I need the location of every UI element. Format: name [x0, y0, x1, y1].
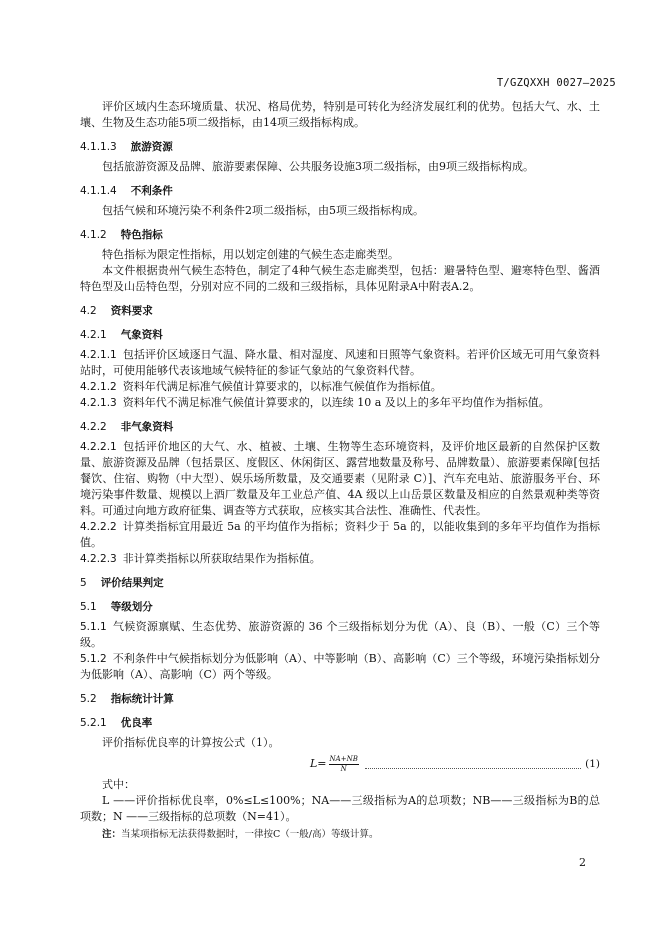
symbol-definitions: L ——评价指标优良率，0%≤L≤100%；NA——三级指标为A的总项数；NB——三级指标为B的总项数；N ——三级指标的总项数（N=41）。 [80, 794, 600, 823]
section-heading [80, 715, 600, 731]
section-number: 5.1 [80, 601, 97, 613]
section-title: 气象资料 [120, 329, 163, 341]
section-heading [80, 575, 600, 591]
clause-number: 4.2.1.3 [80, 397, 117, 409]
section-title: 资料要求 [110, 305, 153, 317]
clause-text: 资料年代不满足标准气候值计算要求的，以连续 10 a 及以上的多年平均值作为指标值。 [122, 396, 550, 409]
clause-item [80, 619, 600, 651]
formula-fraction [329, 755, 359, 774]
section-number: 4.1.2 [80, 229, 107, 241]
formula-denominator: N [340, 764, 347, 773]
section-title: 指标统计计算 [110, 693, 174, 705]
leader-dots [365, 760, 581, 769]
section-heading [80, 303, 600, 319]
section-title: 旅游资源 [130, 141, 173, 153]
section-heading [80, 227, 600, 243]
section-title: 优良率 [120, 717, 153, 729]
section-number: 5.2.1 [80, 717, 107, 729]
section-heading [80, 183, 600, 199]
clause-number: 4.2.2.2 [80, 521, 117, 533]
clause-text: 计算类指标宜用最近 5a 的平均值作为指标；资料少于 5a 的，以能收集到的多年平均值作为指标值。 [80, 520, 600, 549]
note-label: 注： [102, 829, 122, 840]
note-text: 当某项指标无法获得数据时，一律按C（一般/高）等级计算。 [121, 829, 379, 840]
clause-item [80, 551, 600, 567]
clause-number: 4.2.2.1 [80, 441, 117, 453]
section-number: 5.2 [80, 693, 97, 705]
section-title: 特色指标 [120, 229, 163, 241]
clause-number: 5.1.1 [80, 621, 107, 633]
section-number: 5 [80, 577, 87, 589]
clause-item [80, 395, 600, 411]
clause-text: 资料年代满足标准气候值计算要求的，以标准气候值作为指标值。 [122, 380, 442, 393]
section-title: 评价结果判定 [100, 577, 164, 589]
section-title: 不利条件 [130, 185, 173, 197]
equation-number: (1) [585, 758, 600, 770]
page-number: 2 [579, 856, 586, 869]
paragraph: 本文件根据贵州气候生态特色，制定了4种气候生态走廊类型，包括：避暑特色型、避寒特色型、酱酒特色型及山岳特色型，分别对应不同的二级和三级指标，具体见附录A中附表A.2。 [80, 264, 600, 293]
section-heading [80, 139, 600, 155]
clause-item [80, 379, 600, 395]
section-heading [80, 419, 600, 435]
section-heading [80, 327, 600, 343]
clause-number: 4.2.1.1 [80, 349, 117, 361]
clause-number: 4.2.1.2 [80, 381, 117, 393]
paragraph: 特色指标为限定性指标，用以划定创建的气候生态走廊类型。 [102, 248, 399, 261]
clause-text: 包括评价区域逐日气温、降水量、相对湿度、风速和日照等气象资料。若评价区域无可用气象资料站时，可使用能够代表该地域气候特征的参证气象站的气象资料代替。 [80, 348, 600, 377]
clause-item [80, 439, 600, 519]
clause-text: 不利条件中气候指标划分为低影响（A）、中等影响（B）、高影响（C）三个等级，环境污染指标划分为低影响（A）、高影响（C）两个等级。 [80, 652, 600, 681]
where-label: 式中： [102, 778, 135, 791]
section-title: 非气象资料 [120, 421, 174, 433]
paragraph: 包括气候和环境污染不利条件2项二级指标，由5项三级指标构成。 [102, 204, 424, 217]
clause-number: 5.1.2 [80, 653, 107, 665]
paragraph: 评价指标优良率的计算按公式（1）。 [102, 736, 280, 749]
formula-numerator: NA+NB [329, 754, 358, 763]
standard-code: T/GZQXXH 0027—2025 [496, 77, 616, 89]
clause-text: 气候资源禀赋、生态优势、旅游资源的 36 个三级指标划分为优（A）、良（B）、一般（C）三个等级。 [80, 620, 600, 649]
clause-item [80, 347, 600, 379]
formula-lhs: L= [310, 757, 327, 770]
note [80, 827, 600, 843]
section-heading [80, 599, 600, 615]
section-number: 4.1.1.3 [80, 141, 117, 153]
clause-text: 包括评价地区的大气、水、植被、土壤、生物等生态环境资料，及评价地区最新的自然保护区数量、旅游资源及品牌（包括景区、度假区、休闲街区、露营地数量及称号、品牌数量）、旅游要素保障[包括餐饮、住宿、购物（中大型）、娱乐场所数量，及交通要素（见附录 C）]、汽车充电站、旅游服务平台、环境污染事件数量、规模以上酒厂数量及年工业总产值、4A 级以上山岳景区数量及相应的自然景观种类等资料。可通过向地方政府征集、调查等方式获取，应核实其合法性、准确性、代表性。 [80, 440, 600, 517]
section-title: 等级划分 [110, 601, 153, 613]
clause-text: 非计算类指标以所获取结果作为指标值。 [122, 552, 321, 565]
clause-number: 4.2.2.3 [80, 553, 117, 565]
section-number: 4.2.2 [80, 421, 107, 433]
paragraph: 包括旅游资源及品牌、旅游要素保障、公共服务设施3项二级指标，由9项三级指标构成。 [102, 160, 534, 173]
document-body [80, 99, 600, 843]
section-number: 4.2.1 [80, 329, 107, 341]
formula-1 [310, 751, 600, 777]
clause-item [80, 651, 600, 683]
section-heading [80, 691, 600, 707]
clause-item [80, 519, 600, 551]
section-number: 4.2 [80, 305, 97, 317]
paragraph: 评价区域内生态环境质量、状况、格局优势，特别是可转化为经济发展红利的优势。包括大气、水、土壤、生物及生态功能5项二级指标，由14项三级指标构成。 [80, 100, 600, 129]
section-number: 4.1.1.4 [80, 185, 117, 197]
